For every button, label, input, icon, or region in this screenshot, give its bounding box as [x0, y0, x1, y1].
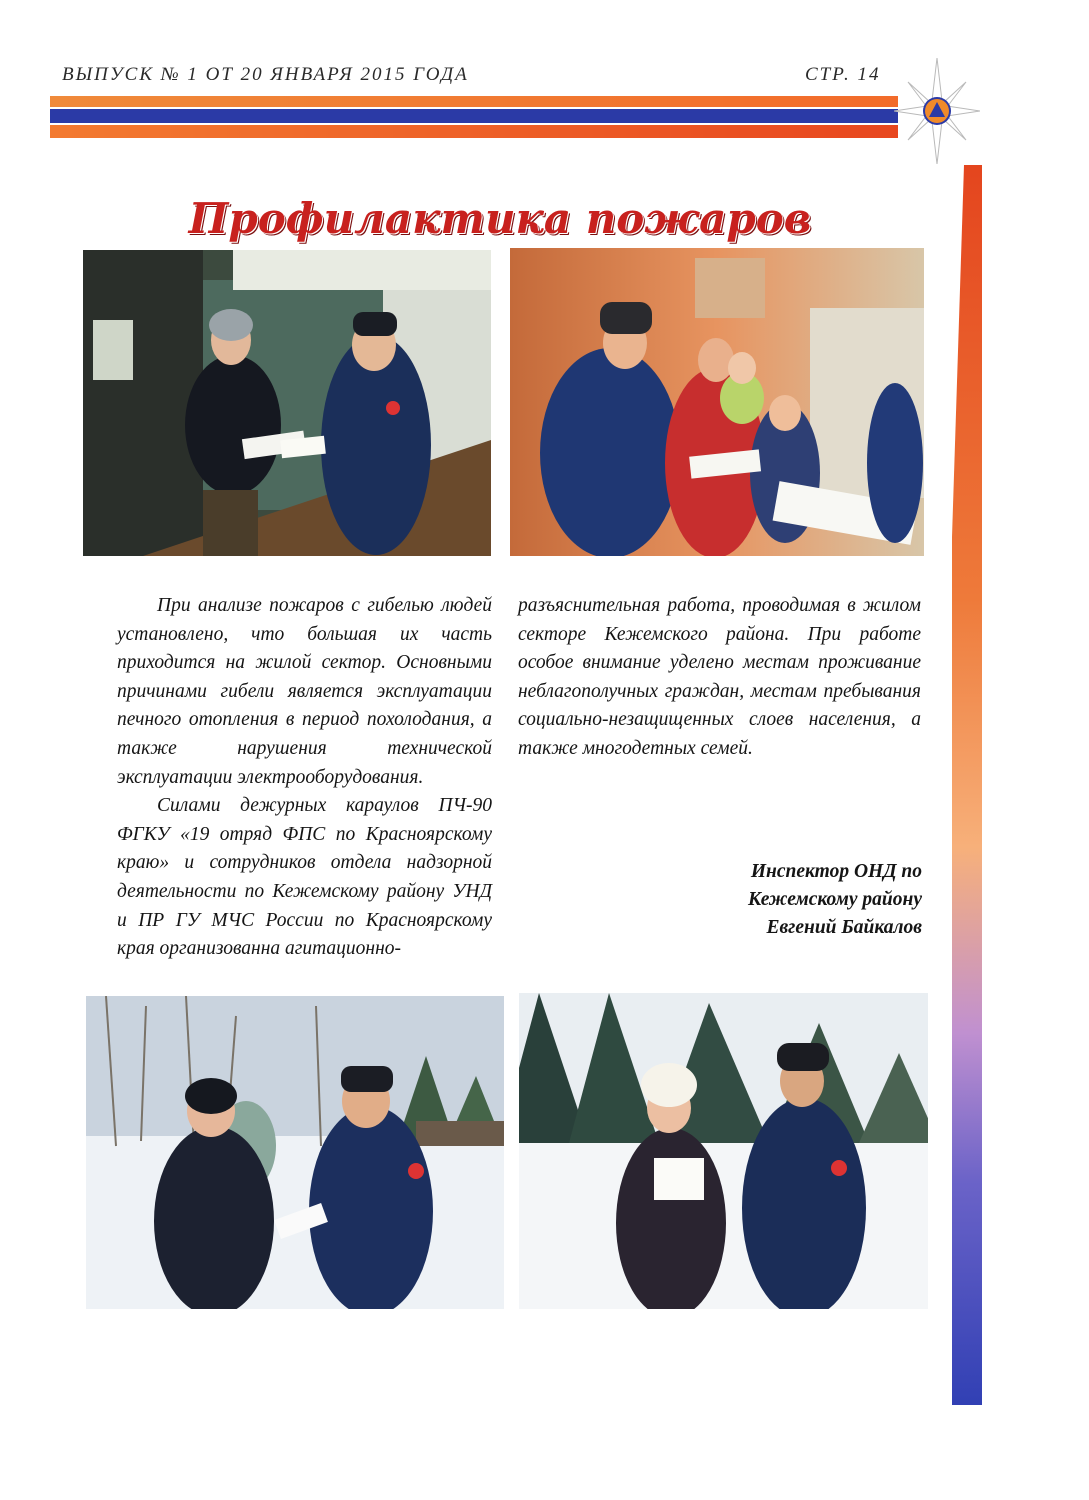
decorative-side-bar	[952, 165, 982, 1405]
signature-line: Евгений Байкалов	[766, 917, 922, 938]
page-number: СТР. 14	[805, 64, 881, 85]
stripe-orange-bottom	[50, 125, 898, 138]
issue-label: ВЫПУСК № 1 ОТ 20 ЯНВАРЯ 2015 ГОДА	[62, 64, 469, 85]
author-signature	[660, 858, 922, 942]
mchs-star-emblem-icon	[894, 58, 980, 164]
paragraph: разъяснительная работа, проводимая в жилом секторе Кежемского района. При работе особое внимание уделено местам проживание неблагополучных граждан, местам пребывания социально-незащищенных слоев населения, а также многодетных семей.	[518, 595, 921, 759]
photo-home-family	[510, 248, 924, 556]
stripe-blue	[50, 109, 898, 123]
header-stripes	[50, 96, 898, 142]
article-left-column	[117, 592, 492, 964]
article-right-column	[518, 592, 921, 764]
photo-winter-yard	[86, 996, 504, 1309]
stripe-orange-top	[50, 96, 898, 107]
article-title: Профилактика пожаров	[188, 194, 812, 244]
signature-line: Инспектор ОНД по	[750, 861, 922, 882]
paragraph: При анализе пожаров с гибелью людей установлено, что большая их часть приходится на жилой сектор. Основными причинами гибели является эксплуатации печного отопления в период похолодания, а также нарушения технической эксплуатации электрооборудования.	[117, 595, 492, 788]
photo-winter-street	[519, 993, 928, 1309]
signature-line: Кежемскому району	[747, 889, 922, 910]
photo-indoor-stairwell	[83, 250, 491, 556]
paragraph: Силами дежурных караулов ПЧ-90 ФГКУ «19 отряд ФПС по Красноярскому краю» и сотрудников отдела надзорной деятельности по Кежемскому району УНД и ПР ГУ МЧС России по Красноярскому края организованна агитационно-	[117, 795, 492, 960]
